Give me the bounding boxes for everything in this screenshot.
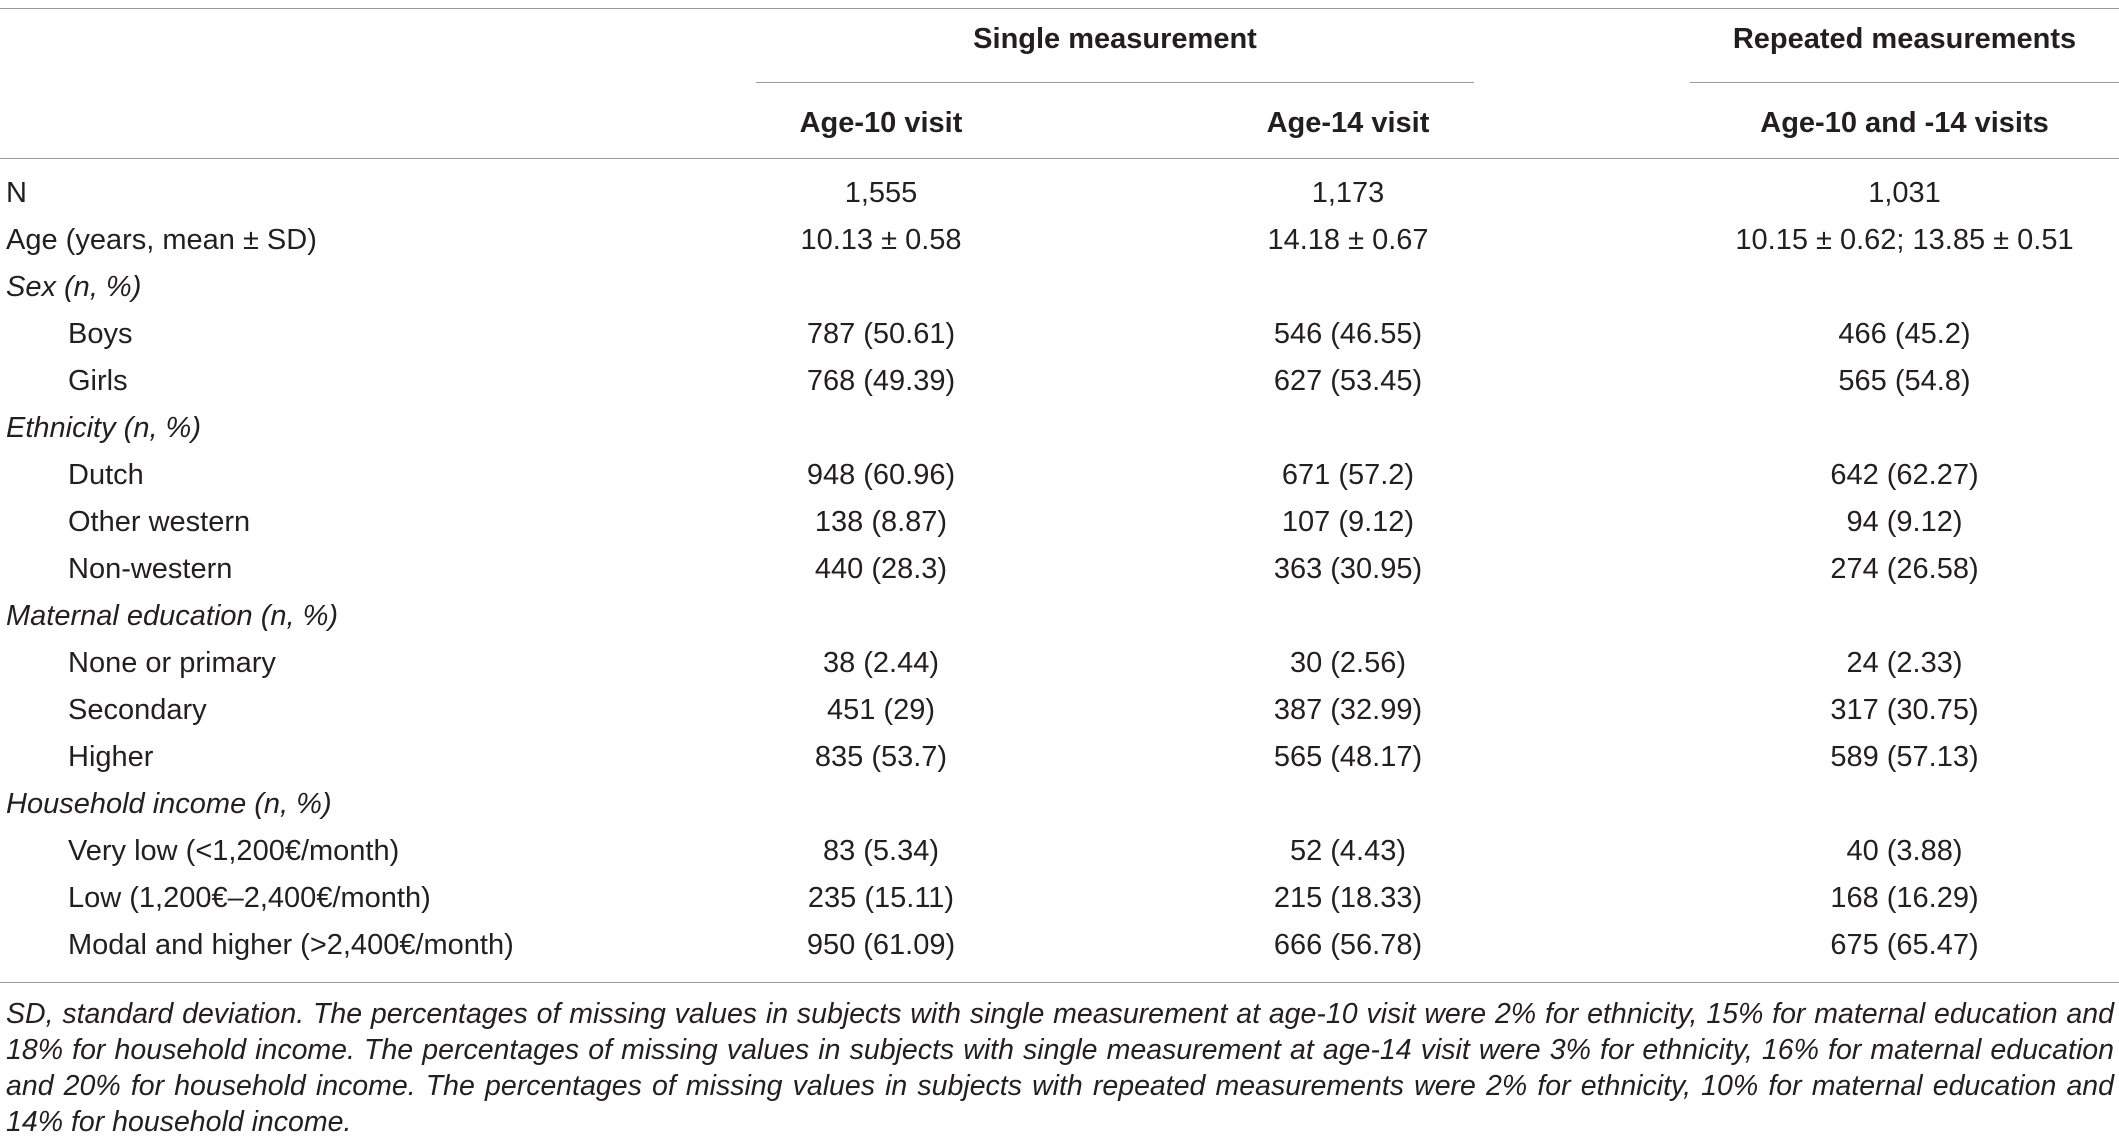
cell-repeated: 642 (62.27) bbox=[1830, 459, 1979, 491]
cell-age-14: 627 (53.45) bbox=[1273, 365, 1423, 397]
cell-age-14: 666 (56.78) bbox=[1273, 929, 1423, 961]
cell-repeated: 466 (45.2) bbox=[1838, 318, 1971, 350]
cell-age-14: 52 (4.43) bbox=[1289, 835, 1407, 867]
row-category-label: Sex (n, %) bbox=[6, 271, 142, 303]
row-label: Low (1,200€–2,400€/month) bbox=[68, 882, 431, 914]
header-group-single-rule bbox=[756, 82, 1474, 83]
cell-age-10: 451 (29) bbox=[826, 694, 935, 726]
cell-age-10: 235 (15.11) bbox=[807, 882, 955, 914]
table-row-boys bbox=[0, 311, 2119, 358]
table-row-non-western bbox=[0, 546, 2119, 593]
cell-age-14: 565 (48.17) bbox=[1273, 741, 1423, 773]
cell-repeated: 24 (2.33) bbox=[1846, 647, 1963, 679]
cell-age-10: 948 (60.96) bbox=[806, 459, 956, 491]
table-row-none-or-primary bbox=[0, 640, 2119, 687]
table-row-secondary bbox=[0, 687, 2119, 734]
cell-age-10: 1,555 bbox=[844, 177, 918, 209]
cell-age-14: 546 (46.55) bbox=[1273, 318, 1423, 350]
cell-age-10: 950 (61.09) bbox=[806, 929, 956, 961]
cell-age-14: 107 (9.12) bbox=[1281, 506, 1415, 538]
cell-age-10: 10.13 ± 0.58 bbox=[800, 224, 962, 256]
row-label: Non-western bbox=[68, 553, 233, 585]
row-label: None or primary bbox=[68, 647, 276, 679]
cell-age-14: 14.18 ± 0.67 bbox=[1267, 224, 1429, 256]
header-group-single-measurement: Single measurement bbox=[973, 23, 1257, 55]
row-label: Other western bbox=[68, 506, 251, 538]
cell-age-10: 787 (50.61) bbox=[806, 318, 956, 350]
row-label: Boys bbox=[68, 318, 133, 350]
cell-age-14: 30 (2.56) bbox=[1289, 647, 1407, 679]
cell-age-14: 363 (30.95) bbox=[1273, 553, 1423, 585]
cell-age-14: 387 (32.99) bbox=[1273, 694, 1423, 726]
table-footnote: SD, standard deviation. The percentages of missing values in subjects with single measurement at age-10 visit were 2% for ethnicity, 15% for maternal education and 18% for household income. The percentages of missing values in subjects with single measurement at age-14 visit were 3% for ethnicity, 16% for maternal education and 20% for household income. The percentages of missing values in subjects with repeated measurements were 2% for ethnicity, 10% for maternal education and 14% for household income. bbox=[6, 998, 2114, 1138]
cell-repeated: 274 (26.58) bbox=[1830, 553, 1979, 585]
row-label: Girls bbox=[68, 365, 128, 397]
cell-age-10: 440 (28.3) bbox=[814, 553, 948, 585]
table-top-rule bbox=[0, 8, 2119, 9]
cell-repeated: 94 (9.12) bbox=[1846, 506, 1963, 538]
header-group-repeated-rule bbox=[1690, 82, 2119, 83]
cell-repeated: 589 (57.13) bbox=[1830, 741, 1979, 773]
table-row-very-low-income bbox=[0, 828, 2119, 875]
table-row-girls bbox=[0, 358, 2119, 405]
cell-age-10: 768 (49.39) bbox=[806, 365, 956, 397]
column-header-age-14-visit: Age-14 visit bbox=[1266, 107, 1430, 139]
cell-age-10: 38 (2.44) bbox=[822, 647, 940, 679]
cell-age-10: 835 (53.7) bbox=[814, 741, 948, 773]
header-bottom-rule bbox=[0, 158, 2119, 159]
row-category-label: Household income (n, %) bbox=[6, 788, 332, 820]
cell-age-14: 671 (57.2) bbox=[1281, 459, 1415, 491]
cell-repeated: 1,031 bbox=[1868, 177, 1941, 209]
table-row-category-sex bbox=[0, 264, 2119, 311]
cell-age-14: 1,173 bbox=[1311, 177, 1385, 209]
row-label: Secondary bbox=[68, 694, 207, 726]
row-label: N bbox=[6, 177, 27, 209]
cell-repeated: 317 (30.75) bbox=[1830, 694, 1979, 726]
table-row-dutch bbox=[0, 452, 2119, 499]
column-header-age-10-visit: Age-10 visit bbox=[799, 107, 963, 139]
table-row-other-western bbox=[0, 499, 2119, 546]
table-row-modal-and-higher-income bbox=[0, 922, 2119, 969]
cell-age-10: 83 (5.34) bbox=[822, 835, 940, 867]
table-row-category-maternal-education bbox=[0, 593, 2119, 640]
cell-age-14: 215 (18.33) bbox=[1273, 882, 1423, 914]
row-label: Modal and higher (>2,400€/month) bbox=[68, 929, 514, 961]
column-header-age-10-and-14-visits: Age-10 and -14 visits bbox=[1760, 107, 2049, 139]
table-row-n bbox=[0, 170, 2119, 217]
row-label: Age (years, mean ± SD) bbox=[6, 224, 317, 256]
table-row-higher bbox=[0, 734, 2119, 781]
row-category-label: Ethnicity (n, %) bbox=[6, 412, 201, 444]
table-row-category-ethnicity bbox=[0, 405, 2119, 452]
header-group-repeated-measurements: Repeated measurements bbox=[1732, 23, 2077, 55]
row-label: Very low (<1,200€/month) bbox=[68, 835, 400, 867]
cell-repeated: 168 (16.29) bbox=[1830, 882, 1979, 914]
row-label: Higher bbox=[68, 741, 154, 773]
table-row-age bbox=[0, 217, 2119, 264]
cell-repeated: 40 (3.88) bbox=[1846, 835, 1963, 867]
cell-age-10: 138 (8.87) bbox=[814, 506, 948, 538]
table-bottom-rule bbox=[0, 982, 2119, 983]
cell-repeated: 565 (54.8) bbox=[1838, 365, 1971, 397]
row-category-label: Maternal education (n, %) bbox=[6, 600, 339, 632]
cell-repeated: 675 (65.47) bbox=[1830, 929, 1979, 961]
cell-repeated: 10.15 ± 0.62; 13.85 ± 0.51 bbox=[1735, 224, 2074, 256]
table-row-category-household-income bbox=[0, 781, 2119, 828]
row-label: Dutch bbox=[68, 459, 144, 491]
table-row-low-income bbox=[0, 875, 2119, 922]
